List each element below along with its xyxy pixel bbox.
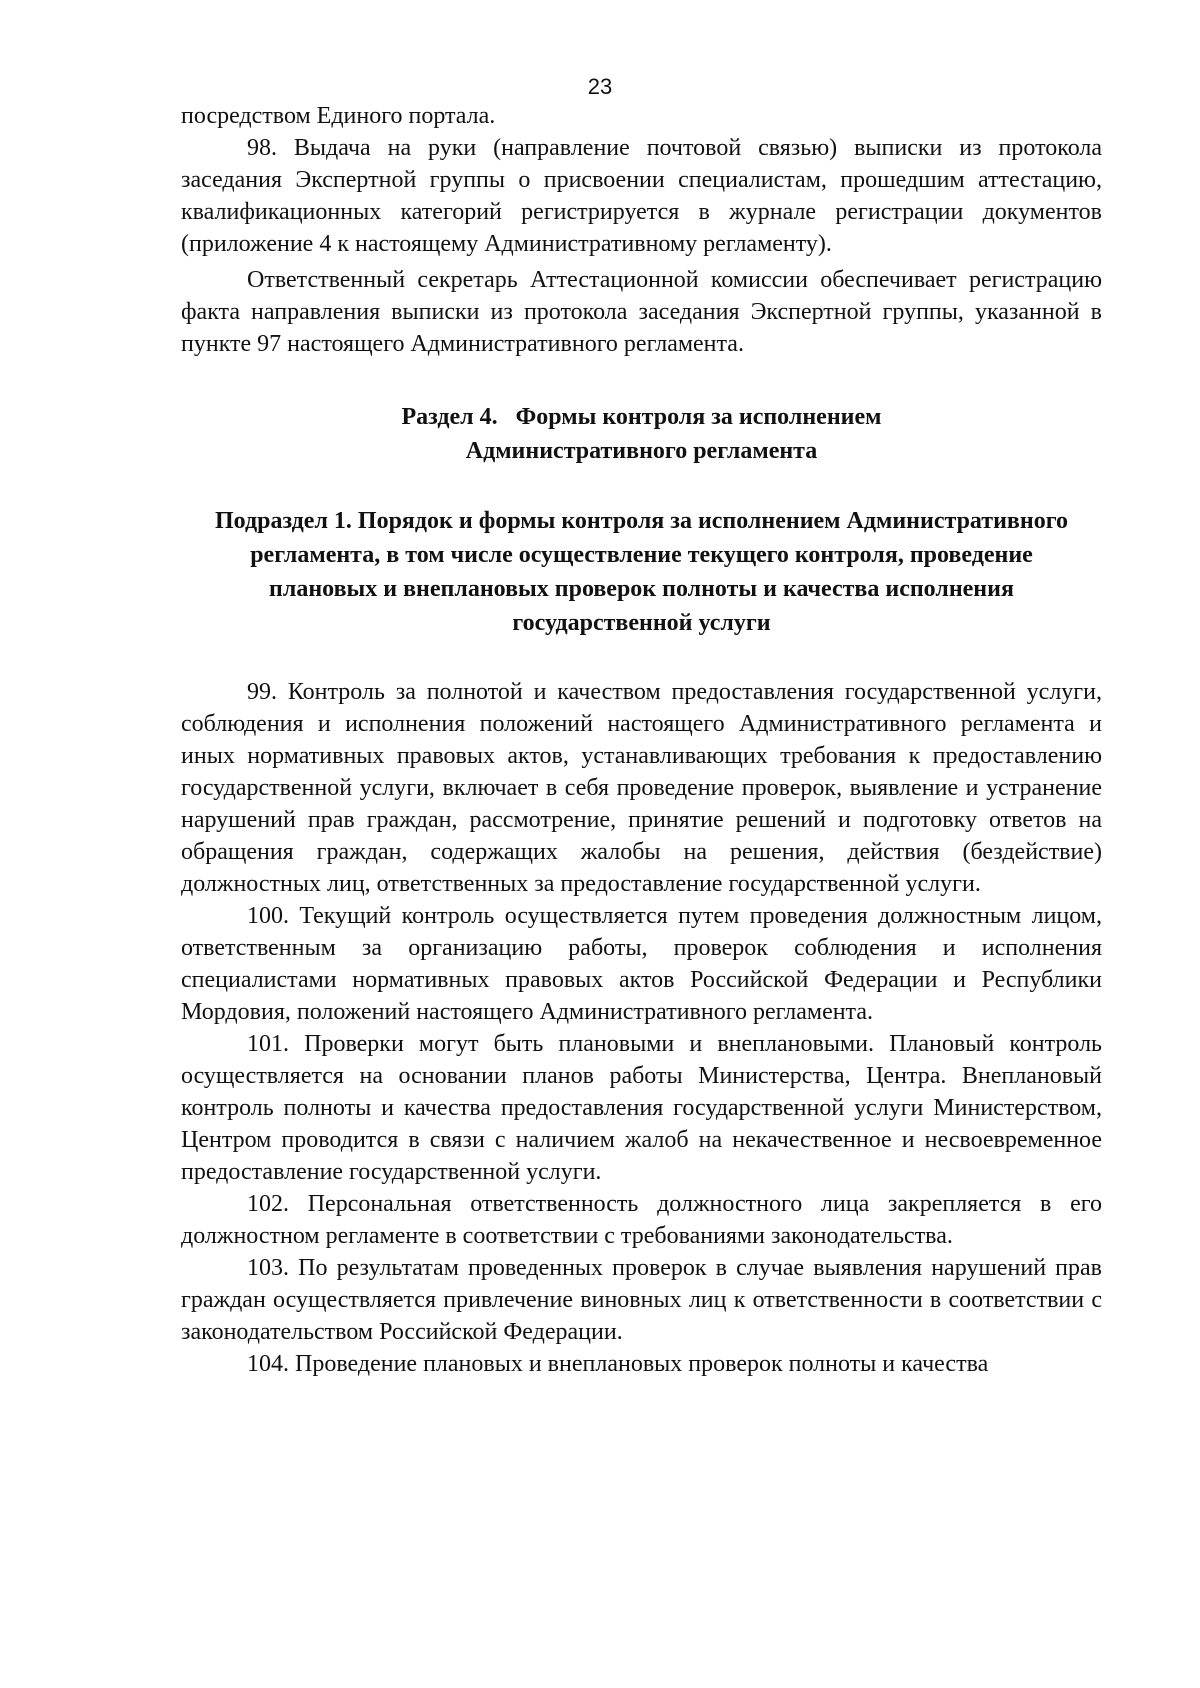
paragraph-secretary: Ответственный секретарь Аттестационной комиссии обеспечивает регистрацию факта направления выписки из протокола заседания Экспертной группы, указанной в пункте 97 настоящего Административного регламента. bbox=[181, 267, 1102, 357]
paragraph-104: 104. Проведение плановых и внеплановых проверок полноты и качества bbox=[247, 1351, 989, 1377]
paragraph-99: 99. Контроль за полнотой и качеством предоставления государственной услуги, соблюдения и исполнения положений настоящего Административного регламента и иных нормативных правовых актов, устанавливающих требования к предоставлению государственной услуги, включает в себя проведение проверок, выявление и устранение нарушений прав граждан, рассмотрение, принятие решений и подготовку ответов на обращения граждан, содержащих жалобы на решения, действия (бездействие) должностных лиц, ответственных за предоставление государственной услуги. bbox=[181, 679, 1102, 897]
section-heading-line1: Раздел 4. Формы контроля за исполнением bbox=[401, 404, 882, 430]
page-number: 23 bbox=[587, 74, 613, 99]
paragraph-101: 101. Проверки могут быть плановыми и внеплановыми. Плановый контроль осуществляется на основании планов работы Министерства, Центра. Внеплановый контроль полноты и качества предоставления государственной услуги Министерством, Центром проводится в связи с наличием жалоб на некачественное и несвоевременное предоставление государственной услуги. bbox=[181, 1031, 1102, 1185]
paragraph-100: 100. Текущий контроль осуществляется путем проведения должностным лицом, ответственным за организацию работы, проверок соблюдения и исполнения специалистами нормативных правовых актов Российской Федерации и Республики Мордовия, положений настоящего Административного регламента. bbox=[181, 903, 1102, 1025]
paragraph-103: 103. По результатам проведенных проверок в случае выявления нарушений прав граждан осуществляется привлечение виновных лиц к ответственности в соответствии с законодательством Российской Федерации. bbox=[181, 1255, 1102, 1345]
document-body bbox=[181, 100, 1102, 1380]
paragraph-continuation: посредством Единого портала. bbox=[181, 103, 496, 129]
subsection-heading: Подраздел 1. Порядок и формы контроля за исполнением Административного регламента, в том числе осуществление текущего контроля, проведение плановых и внеплановых проверок полноты и качества исполнения государственной услуги bbox=[214, 508, 1069, 636]
paragraph-98: 98. Выдача на руки (направление почтовой связью) выписки из протокола заседания Экспертной группы о присвоении специалистам, прошедшим аттестацию, квалификационных категорий регистрируется в журнале регистрации документов (приложение 4 к настоящему Административному регламенту). bbox=[181, 135, 1102, 257]
section-heading-line2: Административного регламента bbox=[465, 438, 818, 464]
paragraph-102: 102. Персональная ответственность должностного лица закрепляется в его должностном регламенте в соответствии с требованиями законодательства. bbox=[181, 1191, 1102, 1249]
section-heading bbox=[181, 400, 1102, 468]
